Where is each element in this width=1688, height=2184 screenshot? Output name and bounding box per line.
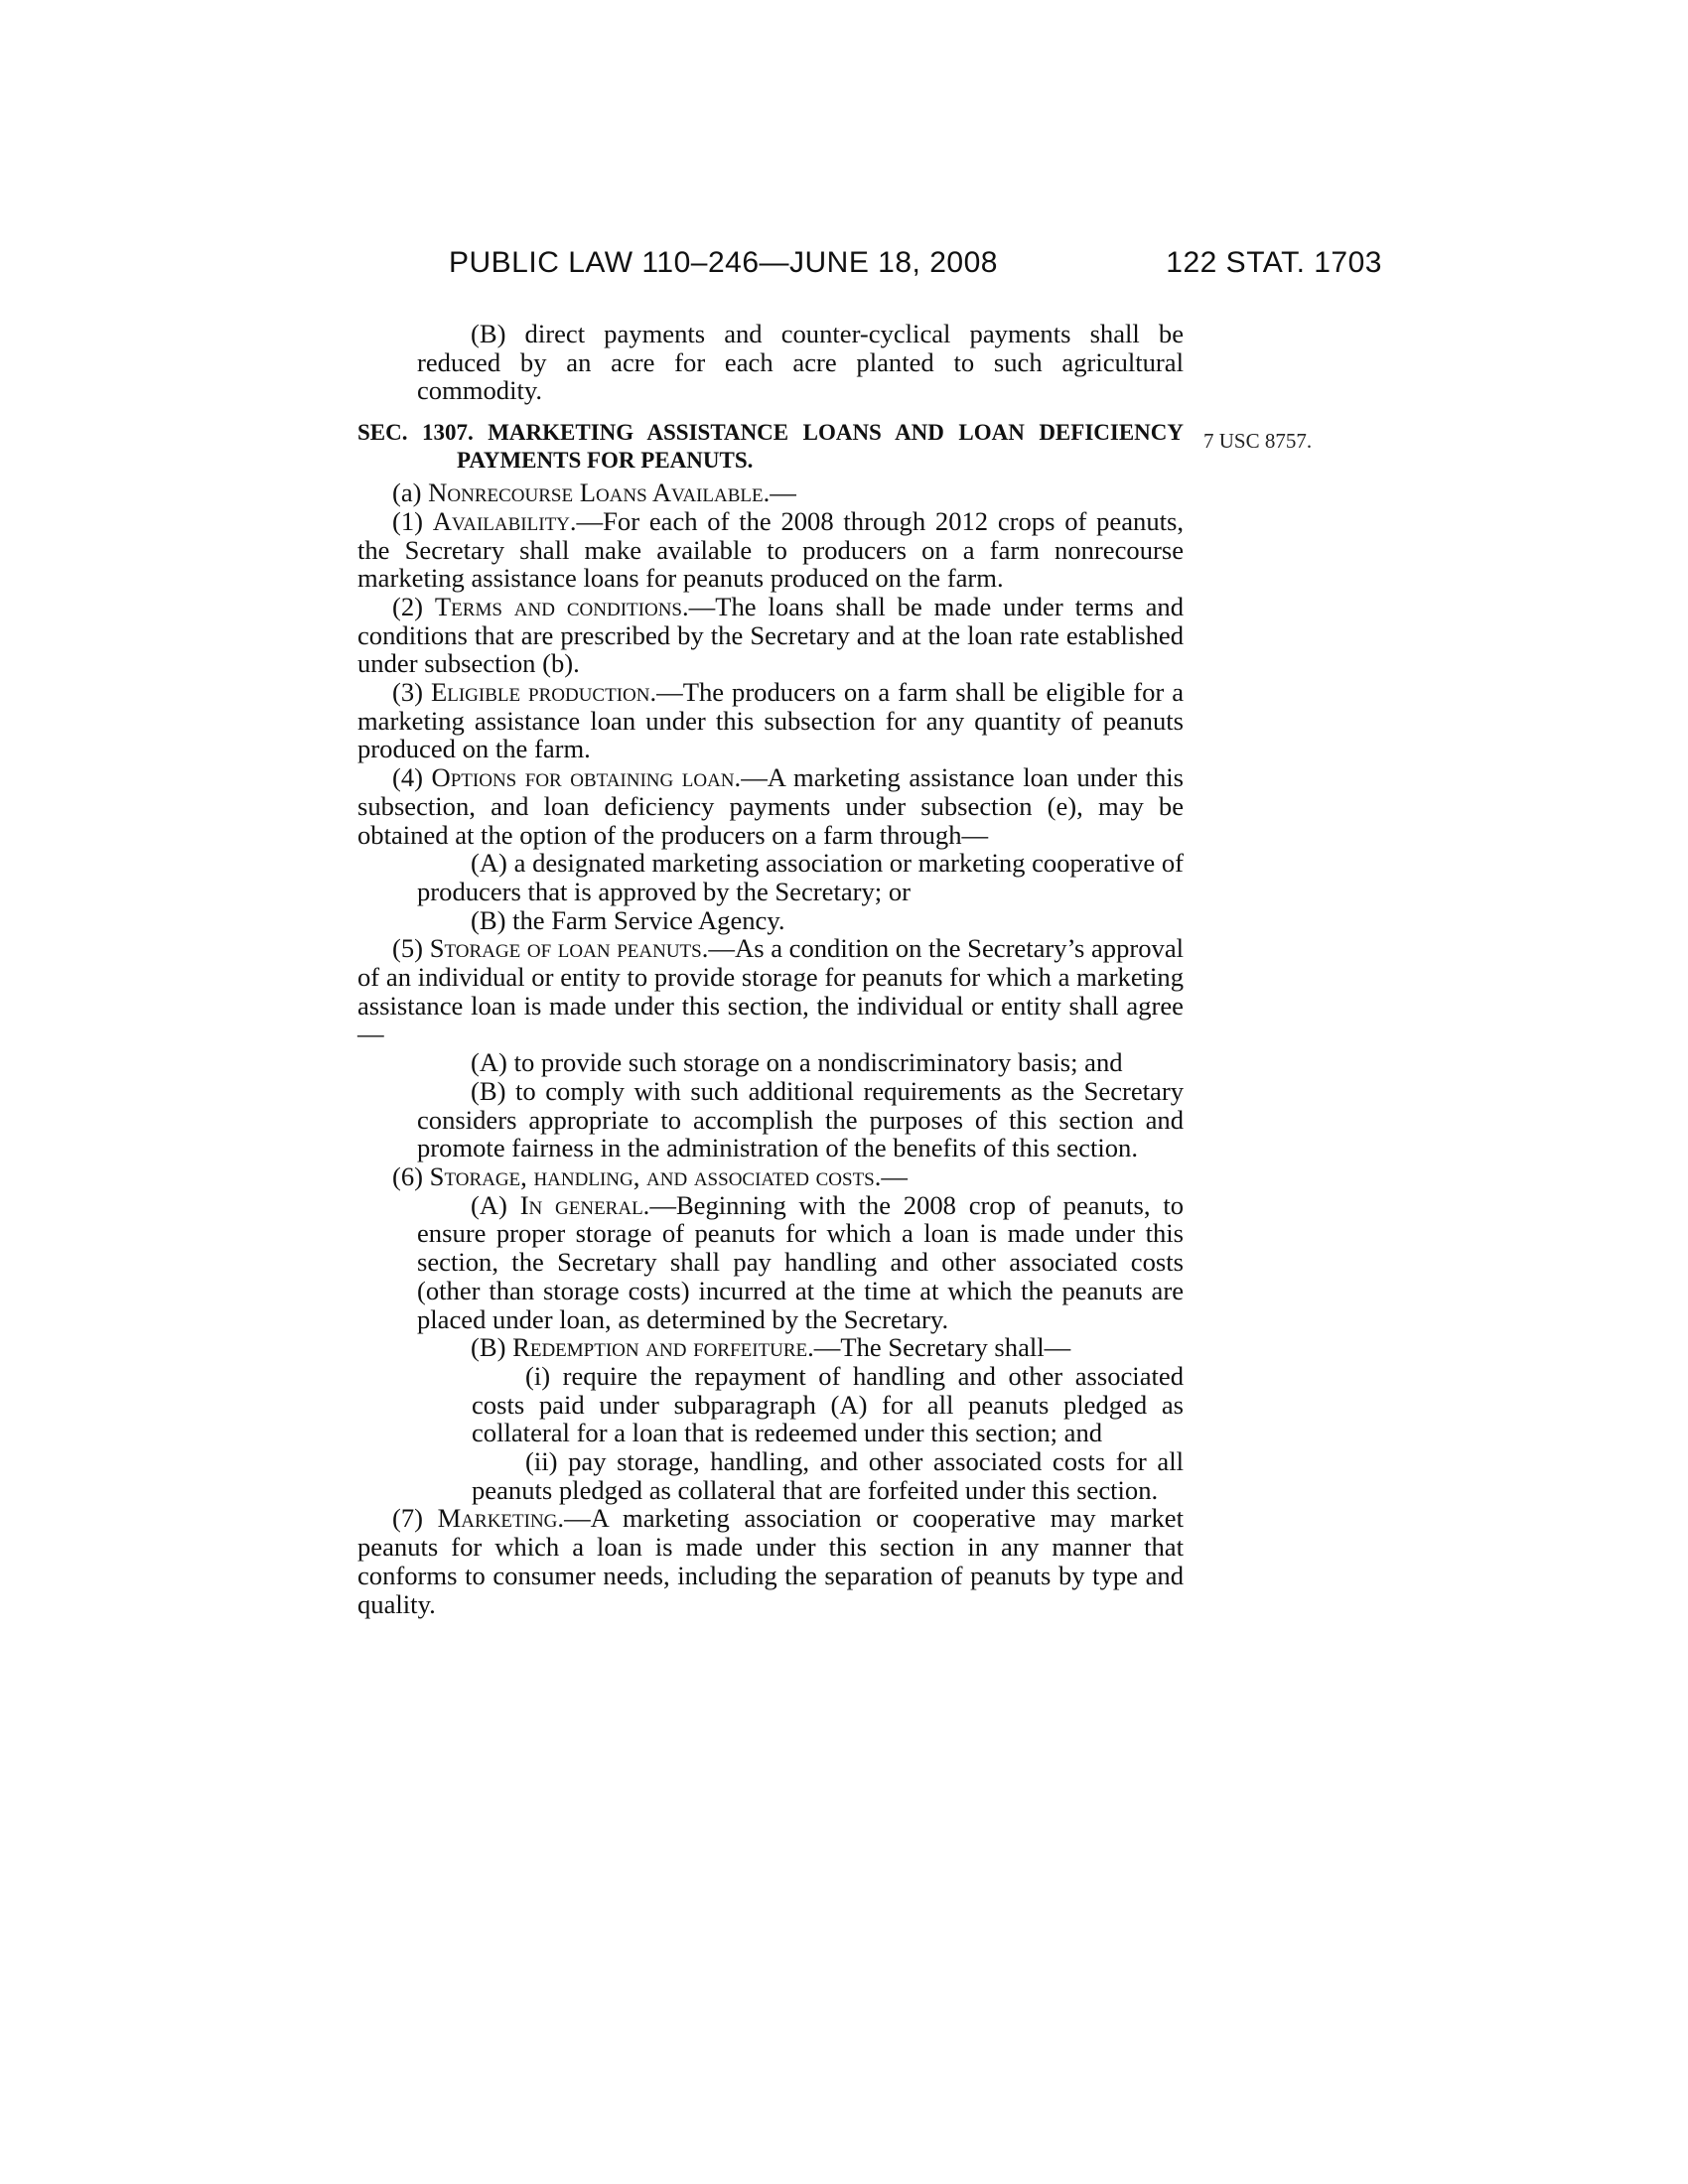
paragraph-2-heading: Terms and conditions. [434, 591, 689, 621]
usc-margin-note: 7 USC 8757. [1203, 429, 1313, 453]
paragraph-1 [357, 507, 1184, 593]
paragraph-2 [357, 593, 1184, 678]
subsection-a-title: Nonrecourse Loans Available.— [428, 478, 796, 508]
paragraph-7-text: —A marketing association or cooperative may market peanuts for which a loan is made under this section in any manner that conforms to consumer needs, including the separation of peanuts by type and quality. [357, 1503, 1184, 1619]
paragraph-7-label: (7) [392, 1503, 424, 1534]
paragraph-6-label: (6) [392, 1160, 424, 1191]
paragraph-2-label: (2) [392, 591, 424, 621]
paragraph-5-subpara-b: (B) to comply with such additional requirements as the Secretary considers appropriate to accomplish the purposes of this section and promote fairness in the administration of the benefits of this section. [417, 1075, 1184, 1163]
paragraph-6-subpara-a [357, 1191, 1184, 1334]
paragraph-4-subpara-b: (B) the Farm Service Agency. [471, 904, 785, 935]
paragraph-6-subpara-a-label: (A) [471, 1189, 507, 1220]
subsection-a-heading [357, 478, 1184, 507]
paragraph-4-label: (4) [392, 762, 424, 793]
running-head [449, 246, 1382, 286]
paragraph-6-heading: Storage, handling, and associated costs.— [429, 1160, 908, 1191]
law-title: PUBLIC LAW 110–246—JUNE 18, 2008 [449, 246, 998, 279]
section-number: SEC. 1307. [357, 420, 474, 446]
subsection-a-label: (a) [392, 478, 422, 508]
paragraph-6-subpara-b-heading: Redemption and forfeiture. [512, 1332, 814, 1363]
paragraph-6-subpara-b [357, 1333, 1184, 1362]
paragraph-4 [357, 763, 1184, 849]
paragraph-4-heading: Options for obtaining loan. [431, 762, 742, 793]
paragraph-7-heading: Marketing. [437, 1503, 565, 1534]
paragraph-4-text: —A marketing assistance loan under this subsection, and loan deficiency payments under subsection (e), may be obtained at the option of the producers on a farm through— [357, 762, 1184, 850]
paragraph-3-label: (3) [392, 677, 424, 708]
paragraph-1-heading: Availability. [432, 505, 577, 536]
paragraph-6-subpara-b-text: —The Secretary shall— [813, 1332, 1071, 1363]
paragraph-1-label: (1) [392, 505, 424, 536]
paragraph-3-text: —The producers on a farm shall be eligible for a marketing assistance loan under this subsection for any quantity of peanuts produced on the farm. [357, 677, 1184, 764]
stat-page-number: 122 STAT. 1703 [1166, 246, 1382, 279]
paragraph-5 [357, 934, 1184, 1048]
section-title: MARKETING ASSISTANCE LOANS AND LOAN DEFICIENCY PAYMENTS FOR PEANUTS. [457, 420, 1184, 474]
paragraph-5-text: —As a condition on the Secretary’s approval of an individual or entity to provide storage for peanuts for which a marketing assistance loan is made under this section, the individual or entity shall agree— [357, 933, 1185, 1049]
paragraph-6-subpara-a-heading: In general. [519, 1189, 650, 1220]
paragraph-3-heading: Eligible production. [430, 677, 657, 708]
section-heading [357, 419, 1184, 475]
paragraph-7 [357, 1504, 1184, 1618]
paragraph-6-subpara-b-label: (B) [471, 1332, 506, 1363]
paragraph-2-text: —The loans shall be made under terms and conditions that are prescribed by the Secretary and at the loan rate established under subsection (b). [357, 591, 1184, 679]
statute-body [357, 320, 1184, 1618]
carryover-paragraph: (B) direct payments and counter-cyclical payments shall be reduced by an acre for each acre planted to such agricultural commodity. [417, 319, 1184, 406]
paragraph-5-heading: Storage of loan peanuts. [429, 933, 709, 964]
paragraph-6-clause-i: (i) require the repayment of handling and other associated costs paid under subparagraph (A) for all peanuts pledged as collateral for a loan that is redeemed under this section; and [472, 1360, 1184, 1448]
paragraph-6-subpara-a-text: —Beginning with the 2008 crop of peanuts, to ensure proper storage of peanuts for which a loan is made under this section, the Secretary shall pay handling and other associated costs (other than storage costs) incurred at the time at which the peanuts are placed under loan, as determined by the Secretary. [417, 1189, 1185, 1334]
paragraph-4-subpara-a: (A) a designated marketing association or marketing cooperative of producers that is approved by the Secretary; or [417, 848, 1184, 906]
paragraph-6 [357, 1162, 1184, 1191]
paragraph-5-label: (5) [392, 933, 424, 964]
paragraph-3 [357, 678, 1184, 763]
paragraph-5-subpara-a: (A) to provide such storage on a nondiscriminatory basis; and [471, 1047, 1123, 1078]
paragraph-1-text: —For each of the 2008 through 2012 crops of peanuts, the Secretary shall make available to producers on a farm nonrecourse marketing assistance loans for peanuts produced on the farm. [357, 505, 1184, 594]
paragraph-6-clause-ii: (ii) pay storage, handling, and other associated costs for all peanuts pledged as collateral that are forfeited under this section. [472, 1446, 1184, 1505]
